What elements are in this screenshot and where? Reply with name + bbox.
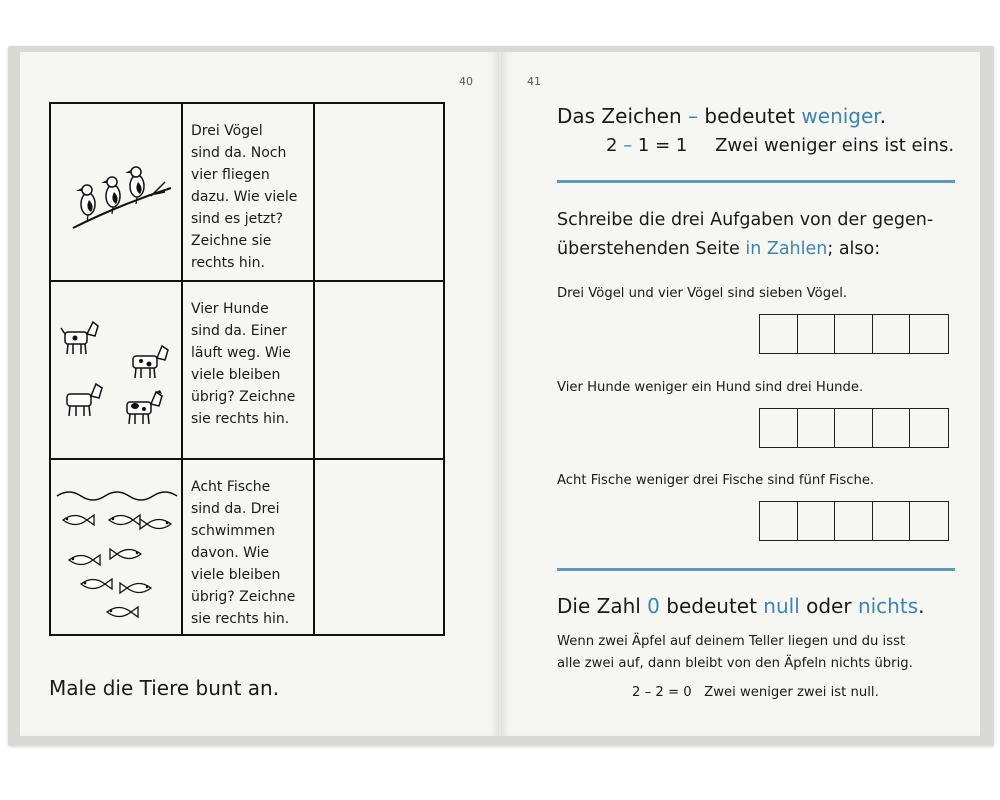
fish-illustration — [51, 460, 181, 632]
zero-example: 2 – 2 = 0 Zwei weniger zwei ist null. — [632, 685, 879, 700]
minus-example-sentence: Zwei weniger eins ist eins. — [715, 135, 955, 156]
minus-heading — [557, 104, 886, 128]
answer-box[interactable] — [835, 409, 873, 447]
minus-example-operator: – — [623, 135, 633, 156]
minus-heading-end: . — [879, 104, 887, 128]
task-heading-line1: Schreibe die drei Aufgaben von der gegen- — [557, 210, 934, 230]
minus-heading-text: Das Zeichen — [557, 104, 689, 128]
minus-example-a: 2 — [606, 135, 618, 156]
story-text-birds: Drei Vögel sind da. Noch vier fliegen dazu. Wie viele sind es jetzt? Zeichne sie rechts hin. — [191, 123, 298, 271]
answer-box[interactable] — [910, 502, 948, 540]
zero-explanation-line1: Wenn zwei Äpfel auf deinem Teller liegen und du isst — [557, 634, 906, 649]
answer-box[interactable] — [873, 409, 911, 447]
answer-box[interactable] — [798, 409, 836, 447]
task-heading-line2 — [557, 235, 933, 264]
answer-box[interactable] — [873, 502, 911, 540]
story-cell-fish — [183, 460, 315, 634]
zero-explanation-line2: alle zwei auf, dann bleibt von den Äpfeln nichts übrig. — [557, 656, 913, 671]
answer-box[interactable] — [798, 502, 836, 540]
answer-box[interactable] — [760, 315, 798, 353]
task-heading-line2-start: überstehenden Seite — [557, 239, 746, 259]
zero-heading — [557, 594, 924, 618]
answer-box[interactable] — [873, 315, 911, 353]
answer-box[interactable] — [835, 315, 873, 353]
exercise-table — [49, 102, 445, 636]
picture-cell-fish — [51, 460, 183, 634]
picture-cell-dogs — [51, 282, 183, 460]
divider-top — [557, 180, 955, 183]
drawing-cell-birds[interactable] — [315, 104, 443, 282]
word-null: null — [763, 594, 800, 618]
minus-symbol: – — [688, 104, 699, 128]
story-cell-birds — [183, 104, 315, 282]
dogs-illustration — [51, 282, 181, 458]
zero-explanation — [557, 631, 913, 675]
story-text-dogs: Vier Hunde sind da. Einer läuft weg. Wie viele bleiben übrig? Zeichne sie rechts hin. — [191, 301, 296, 427]
minus-heading-mid: bedeutet — [698, 104, 802, 128]
word-weniger: weniger — [801, 104, 880, 128]
zero-heading-mid: bedeutet — [659, 594, 764, 618]
zero-heading-text: Die Zahl — [557, 594, 648, 618]
story-text-fish: Acht Fische sind da. Drei schwimmen davon. Wie viele bleiben übrig? Zeichne sie rechts hin. — [191, 479, 296, 627]
drawing-cell-fish[interactable] — [315, 460, 443, 634]
answer-box[interactable] — [760, 502, 798, 540]
answer-box[interactable] — [910, 315, 948, 353]
drawing-cell-dogs[interactable] — [315, 282, 443, 460]
page-number-right: 41 — [527, 75, 541, 88]
picture-cell-birds — [51, 104, 183, 282]
divider-bottom — [557, 568, 955, 571]
word-nichts: nichts — [857, 594, 919, 618]
answer-boxes-dogs[interactable] — [759, 408, 949, 448]
page-number-left: 40 — [459, 75, 473, 88]
minus-example — [606, 135, 954, 156]
answer-box[interactable] — [835, 502, 873, 540]
coloring-instruction: Male die Tiere bunt an. — [49, 676, 280, 700]
exercise-sentence-dogs: Vier Hunde weniger ein Hund sind drei Hunde. — [557, 380, 864, 395]
zero-digit: 0 — [647, 594, 660, 618]
exercise-sentence-fish: Acht Fische weniger drei Fische sind fünf Fische. — [557, 473, 875, 488]
in-zahlen: in Zahlen — [745, 239, 828, 259]
answer-box[interactable] — [760, 409, 798, 447]
minus-example-rest: 1 = 1 — [637, 135, 688, 156]
zero-heading-end: . — [918, 594, 925, 618]
task-heading-line2-end: ; also: — [827, 239, 881, 259]
book-gutter — [498, 52, 502, 736]
answer-box[interactable] — [798, 315, 836, 353]
word-oder: oder — [799, 594, 858, 618]
story-cell-dogs — [183, 282, 315, 460]
birds-illustration — [51, 104, 181, 280]
exercise-sentence-birds: Drei Vögel und vier Vögel sind sieben Vögel. — [557, 286, 848, 301]
task-heading — [557, 206, 933, 264]
answer-boxes-fish[interactable] — [759, 501, 949, 541]
answer-box[interactable] — [910, 409, 948, 447]
answer-boxes-birds[interactable] — [759, 314, 949, 354]
